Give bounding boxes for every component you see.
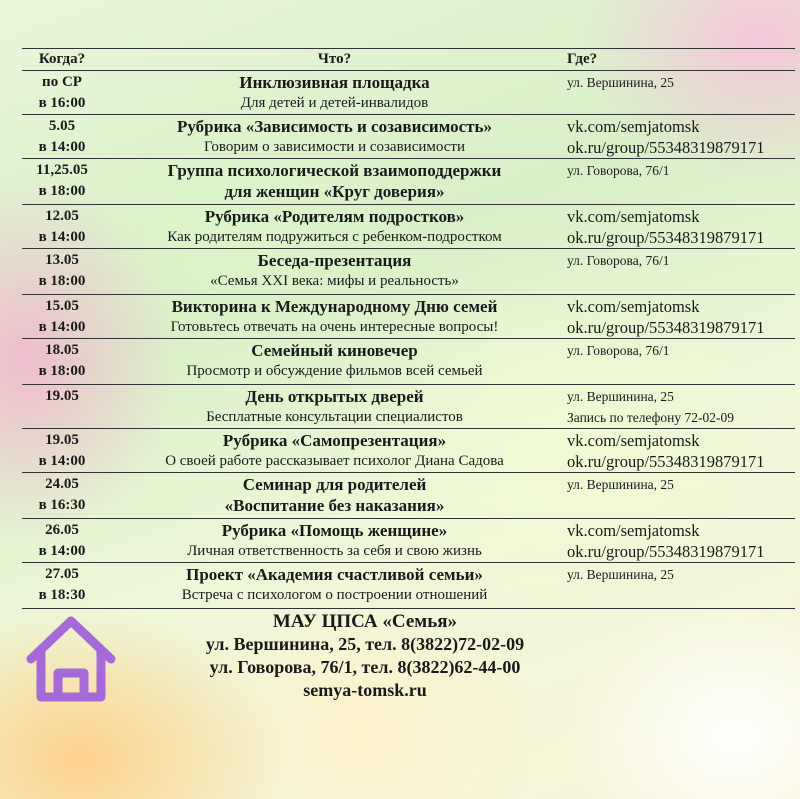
table-row [22,295,795,339]
event-description: Встреча с психологом о построении отношений [181,587,488,603]
event-description: «Семья XXI века: мифы и реальность» [210,273,459,289]
event-where [567,159,795,205]
event-location-line: ул. Вершинина, 25 [567,477,674,492]
event-when-line: в 16:00 [38,95,86,111]
event-location-line: vk.com/semjatomsk [567,521,700,540]
table-row [22,519,795,563]
event-when [22,385,102,429]
event-where [567,429,795,473]
event-title: День открытых дверей [245,387,424,406]
table-row [22,385,795,429]
event-title: Рубрика «Родителям подростков» [204,207,465,226]
table-row [22,115,795,159]
event-where [567,563,795,609]
event-location-line: ok.ru/group/55348319879171 [567,228,765,247]
event-title: Семинар для родителей [242,475,427,494]
event-when [22,115,102,159]
table-row [22,249,795,295]
event-where [567,519,795,563]
event-description: Говорим о зависимости и созависимости [203,139,465,155]
event-when [22,473,102,519]
event-what [102,519,567,563]
event-description: Личная ответственность за себя и свою жизнь [187,543,482,559]
event-when-line: 12.05 [45,208,79,224]
column-header-where: Где? [567,49,795,71]
event-location-line: Запись по телефону 72-02-09 [567,410,735,425]
event-description: Просмотр и обсуждение фильмов всей семьей [186,363,483,379]
event-what [102,339,567,385]
event-when-line: в 14:00 [38,453,86,469]
table-row [22,71,795,115]
event-when-line: в 18:00 [38,183,86,199]
event-what [102,429,567,473]
event-when-line: 27.05 [45,566,79,582]
event-title: «Воспитание без наказания» [224,496,445,515]
event-what [102,385,567,429]
address-line-1: ул. Вершинина, 25, тел. 8(3822)72-02-09 [205,634,525,654]
event-when-line: 24.05 [45,476,79,492]
event-when-line: 19.05 [45,432,79,448]
event-description: Для детей и детей-инвалидов [240,95,429,111]
column-header-when: Когда? [22,49,102,71]
event-where [567,339,795,385]
event-location-line: ул. Вершинина, 25 [567,567,674,582]
event-when-line: в 18:00 [38,363,86,379]
event-what [102,249,567,295]
event-when-line: в 14:00 [38,543,86,559]
event-when [22,249,102,295]
event-when [22,429,102,473]
event-when-line: 26.05 [45,522,79,538]
event-when-line: 11,25.05 [36,162,88,178]
event-when [22,295,102,339]
address-line-2: ул. Говорова, 76/1, тел. 8(3822)62-44-00 [209,657,521,677]
event-what [102,205,567,249]
home-icon [24,613,118,703]
event-when-line: 19.05 [45,388,79,404]
table-row [22,429,795,473]
event-when-line: в 14:00 [38,229,86,245]
schedule-table [22,48,795,609]
event-when-line: 5.05 [48,118,76,134]
event-what [102,159,567,205]
event-where [567,71,795,115]
event-title: Рубрика «Зависимость и созависимость» [177,117,492,136]
event-location-line: vk.com/semjatomsk [567,207,700,226]
event-description: Бесплатные консультации специалистов [206,409,463,425]
event-when-line: 18.05 [45,342,79,358]
event-what [102,115,567,159]
event-location-line: ok.ru/group/55348319879171 [567,452,765,471]
event-location-line: ok.ru/group/55348319879171 [567,318,765,337]
event-when-line: 13.05 [45,252,79,268]
event-when [22,519,102,563]
event-location-line: ул. Говорова, 76/1 [567,253,670,268]
event-when [22,339,102,385]
event-when [22,159,102,205]
table-row [22,159,795,205]
event-when-line: в 14:00 [38,139,86,155]
event-what [102,295,567,339]
event-when-line: в 14:00 [38,319,86,335]
table-row [22,339,795,385]
event-description: О своей работе рассказывает психолог Диана Садова [165,453,504,469]
event-when [22,563,102,609]
event-where [567,249,795,295]
event-when-line: в 16:30 [38,497,86,513]
event-description: Готовьтесь отвечать на очень интересные вопросы! [170,319,499,335]
event-location-line: ул. Говорова, 76/1 [567,343,670,358]
event-title: Проект «Академия счастливой семьи» [186,565,483,584]
event-where [567,385,795,429]
event-title: Викторина к Международному Дню семей [171,297,498,316]
website: semya-tomsk.ru [303,680,427,700]
event-title: для женщин «Круг доверия» [224,182,445,201]
column-header-what: Что? [102,49,567,71]
event-when [22,71,102,115]
event-title: Рубрика «Самопрезентация» [222,431,447,450]
event-location-line: vk.com/semjatomsk [567,431,700,450]
organization-name: МАУ ЦПСА «Семья» [272,611,458,632]
event-location-line: ok.ru/group/55348319879171 [567,542,765,561]
event-title: Рубрика «Помощь женщине» [221,521,448,540]
event-what [102,71,567,115]
event-what [102,473,567,519]
event-location-line: vk.com/semjatomsk [567,297,700,316]
table-header-row [22,49,795,71]
event-title: Инклюзивная площадка [239,73,430,92]
event-title: Беседа-презентация [257,251,412,270]
event-where [567,115,795,159]
event-what [102,563,567,609]
event-where [567,473,795,519]
table-row [22,473,795,519]
table-row [22,205,795,249]
event-location-line: ok.ru/group/55348319879171 [567,138,765,157]
event-location-line: ул. Вершинина, 25 [567,75,674,90]
event-title: Семейный киновечер [251,341,418,360]
event-description: Как родителям подружиться с ребенком-подростком [167,229,502,245]
event-when [22,205,102,249]
event-where [567,205,795,249]
event-location-line: vk.com/semjatomsk [567,117,700,136]
event-title: Группа психологической взаимоподдержки [167,161,502,180]
table-row [22,563,795,609]
event-when-line: 15.05 [45,298,79,314]
event-when-line: в 18:30 [38,587,86,603]
event-when-line: в 18:00 [38,273,86,289]
event-location-line: ул. Вершинина, 25 [567,389,674,404]
event-location-line: ул. Говорова, 76/1 [567,163,670,178]
contact-footer [150,610,580,702]
event-where [567,295,795,339]
event-when-line: по СР [42,74,82,90]
